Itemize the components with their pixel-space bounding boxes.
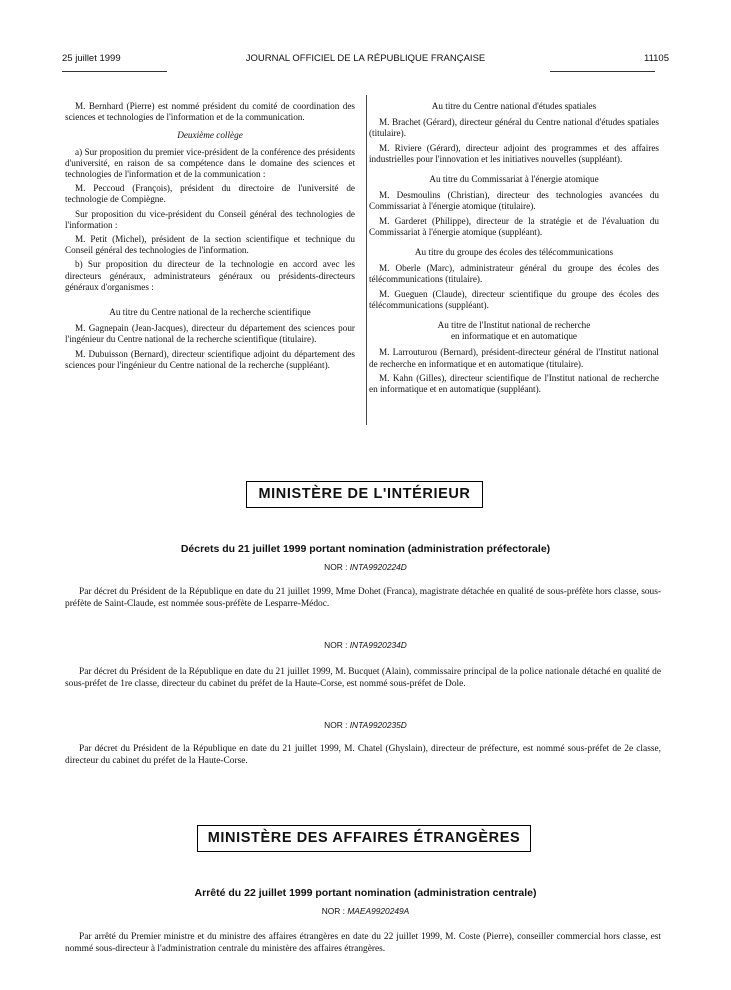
section-heading: en informatique et en automatique (450, 331, 578, 342)
header-rule-left (62, 71, 167, 72)
nor-label: NOR : (324, 562, 348, 572)
ministry-heading: MINISTÈRE DE L'INTÉRIEUR (246, 481, 483, 508)
nor-reference (60, 906, 671, 916)
header-page-number: 11105 (643, 53, 669, 64)
section-heading: Au titre du groupe des écoles des télécommunications (414, 247, 614, 258)
decree-paragraph: Par arrêté du Premier ministre et du ministre des affaires étrangères en date du 22 juillet 1999, M. Coste (Pierre), conseiller commercial hors classe, est nommé sous-directeur à l'administration centrale du ministère des affaires étrangères. (65, 932, 661, 954)
paragraph: M. Larrouturou (Bernard), président-directeur général de l'Institut national de recherche en informatique et en automatique (titulaire). (369, 347, 659, 369)
paragraph: M. Garderet (Philippe), directeur de la stratégie et de l'évaluation du Commissariat à l'énergie atomique (suppléant). (369, 215, 659, 237)
header-date: 25 juillet 1999 (62, 53, 121, 64)
decree-title: Arrêté du 22 juillet 1999 portant nomination (administration centrale) (194, 887, 537, 899)
ministry-heading: MINISTÈRE DES AFFAIRES ÉTRANGÈRES (197, 825, 531, 852)
paragraph: M. Oberle (Marc), administrateur général du groupe des écoles des télécommunications (titulaire). (369, 263, 659, 285)
paragraph: M. Bernhard (Pierre) est nommé président du comité de coordination des sciences et technologies de l'information et de la communication. (65, 101, 355, 123)
paragraph: M. Gueguen (Claude), directeur scientifique du groupe des écoles des télécommunications (suppléant). (369, 288, 659, 310)
right-column (369, 101, 659, 398)
paragraph: M. Kahn (Gilles), directeur scientifique de l'Institut national de recherche en informatique et en automatique (suppléant). (369, 372, 659, 395)
section-heading: Au titre de l'Institut national de recherche (437, 320, 591, 331)
decree-paragraph: Par décret du Président de la République en date du 21 juillet 1999, M. Bucquet (Alain), commissaire principal de la police nationale détaché en qualité de sous-préfet de 1re classe, directeur du cabinet du préfet de la Haute-Corse, est nommé sous-préfet de Dole. (65, 667, 661, 689)
nor-code: MAEA9920249A (347, 906, 410, 916)
decree-paragraph: Par décret du Président de la République en date du 21 juillet 1999, M. Chatel (Ghyslain), directeur de préfecture, est nommé sous-préfet de 2e classe, directeur du cabinet du préfet de la Haute-Corse. (65, 744, 661, 766)
section-heading: Au titre du Centre national d'études spatiales (431, 101, 597, 111)
nor-label: NOR : (324, 640, 348, 650)
page-header (62, 53, 669, 67)
college-heading: Deuxième collège (177, 130, 243, 141)
nor-label: NOR : (321, 906, 345, 916)
nor-reference (60, 562, 671, 572)
paragraph: M. Petit (Michel), président de la section scientifique et technique du Conseil général des technologies de l'information. (65, 234, 355, 256)
section-heading: Au titre du Commissariat à l'énergie atomique (429, 174, 599, 185)
paragraph: M. Riviere (Gérard), directeur adjoint des programmes et des affaires industrielles pour l'innovation et les initiatives nouvelles (suppléant). (369, 142, 659, 164)
nor-label: NOR : (324, 720, 348, 730)
column-divider (366, 95, 367, 425)
paragraph: M. Brachet (Gérard), directeur général du Centre national d'études spatiales (titulaire). (369, 117, 659, 139)
decree-title: Décrets du 21 juillet 1999 portant nomination (administration préfectorale) (180, 543, 551, 555)
paragraph: M. Dubuisson (Bernard), directeur scientifique adjoint du département des sciences pour l'ingénieur du Centre national de la recherche (suppléant). (65, 348, 355, 370)
left-column (65, 101, 355, 374)
nor-code: INTA9920235D (349, 720, 407, 730)
header-rule-right (550, 71, 655, 72)
header-journal-title: JOURNAL OFFICIEL DE LA RÉPUBLIQUE FRANÇAISE (245, 53, 486, 64)
paragraph: a) Sur proposition du premier vice-président de la conférence des présidents d'université, en raison de sa compétence dans le domaine des sciences et technologies de l'information et de la communication : (65, 146, 355, 180)
paragraph: M. Gagnepain (Jean-Jacques), directeur du département des sciences pour l'ingénieur du Centre national de la recherche scientifique (titulaire). (65, 323, 355, 345)
decree-paragraph: Par décret du Président de la République en date du 21 juillet 1999, Mme Dohet (Franca), magistrate détachée en qualité de sous-préfète hors classe, sous-préfète de Saint-Claude, est nommée sous-préfète de Lesparre-Médoc. (65, 587, 661, 609)
paragraph: M. Peccoud (François), président du directoire de l'université de technologie de Compiègne. (65, 183, 355, 205)
paragraph: M. Desmoulins (Christian), directeur des technologies avancées du Commissariat à l'énergie atomique (titulaire). (369, 190, 659, 212)
nor-code: INTA9920234D (349, 640, 407, 650)
nor-code: INTA9920224D (349, 562, 407, 572)
nor-reference (60, 640, 671, 650)
paragraph: b) Sur proposition du directeur de la technologie en accord avec les directeurs généraux, administrateurs généraux ou présidents-directeurs généraux d'organismes : (65, 259, 355, 292)
nor-reference (60, 720, 671, 730)
paragraph: Sur proposition du vice-président du Conseil général des technologies de l'information : (65, 208, 355, 230)
section-heading: Au titre du Centre national de la recherche scientifique (109, 307, 311, 318)
